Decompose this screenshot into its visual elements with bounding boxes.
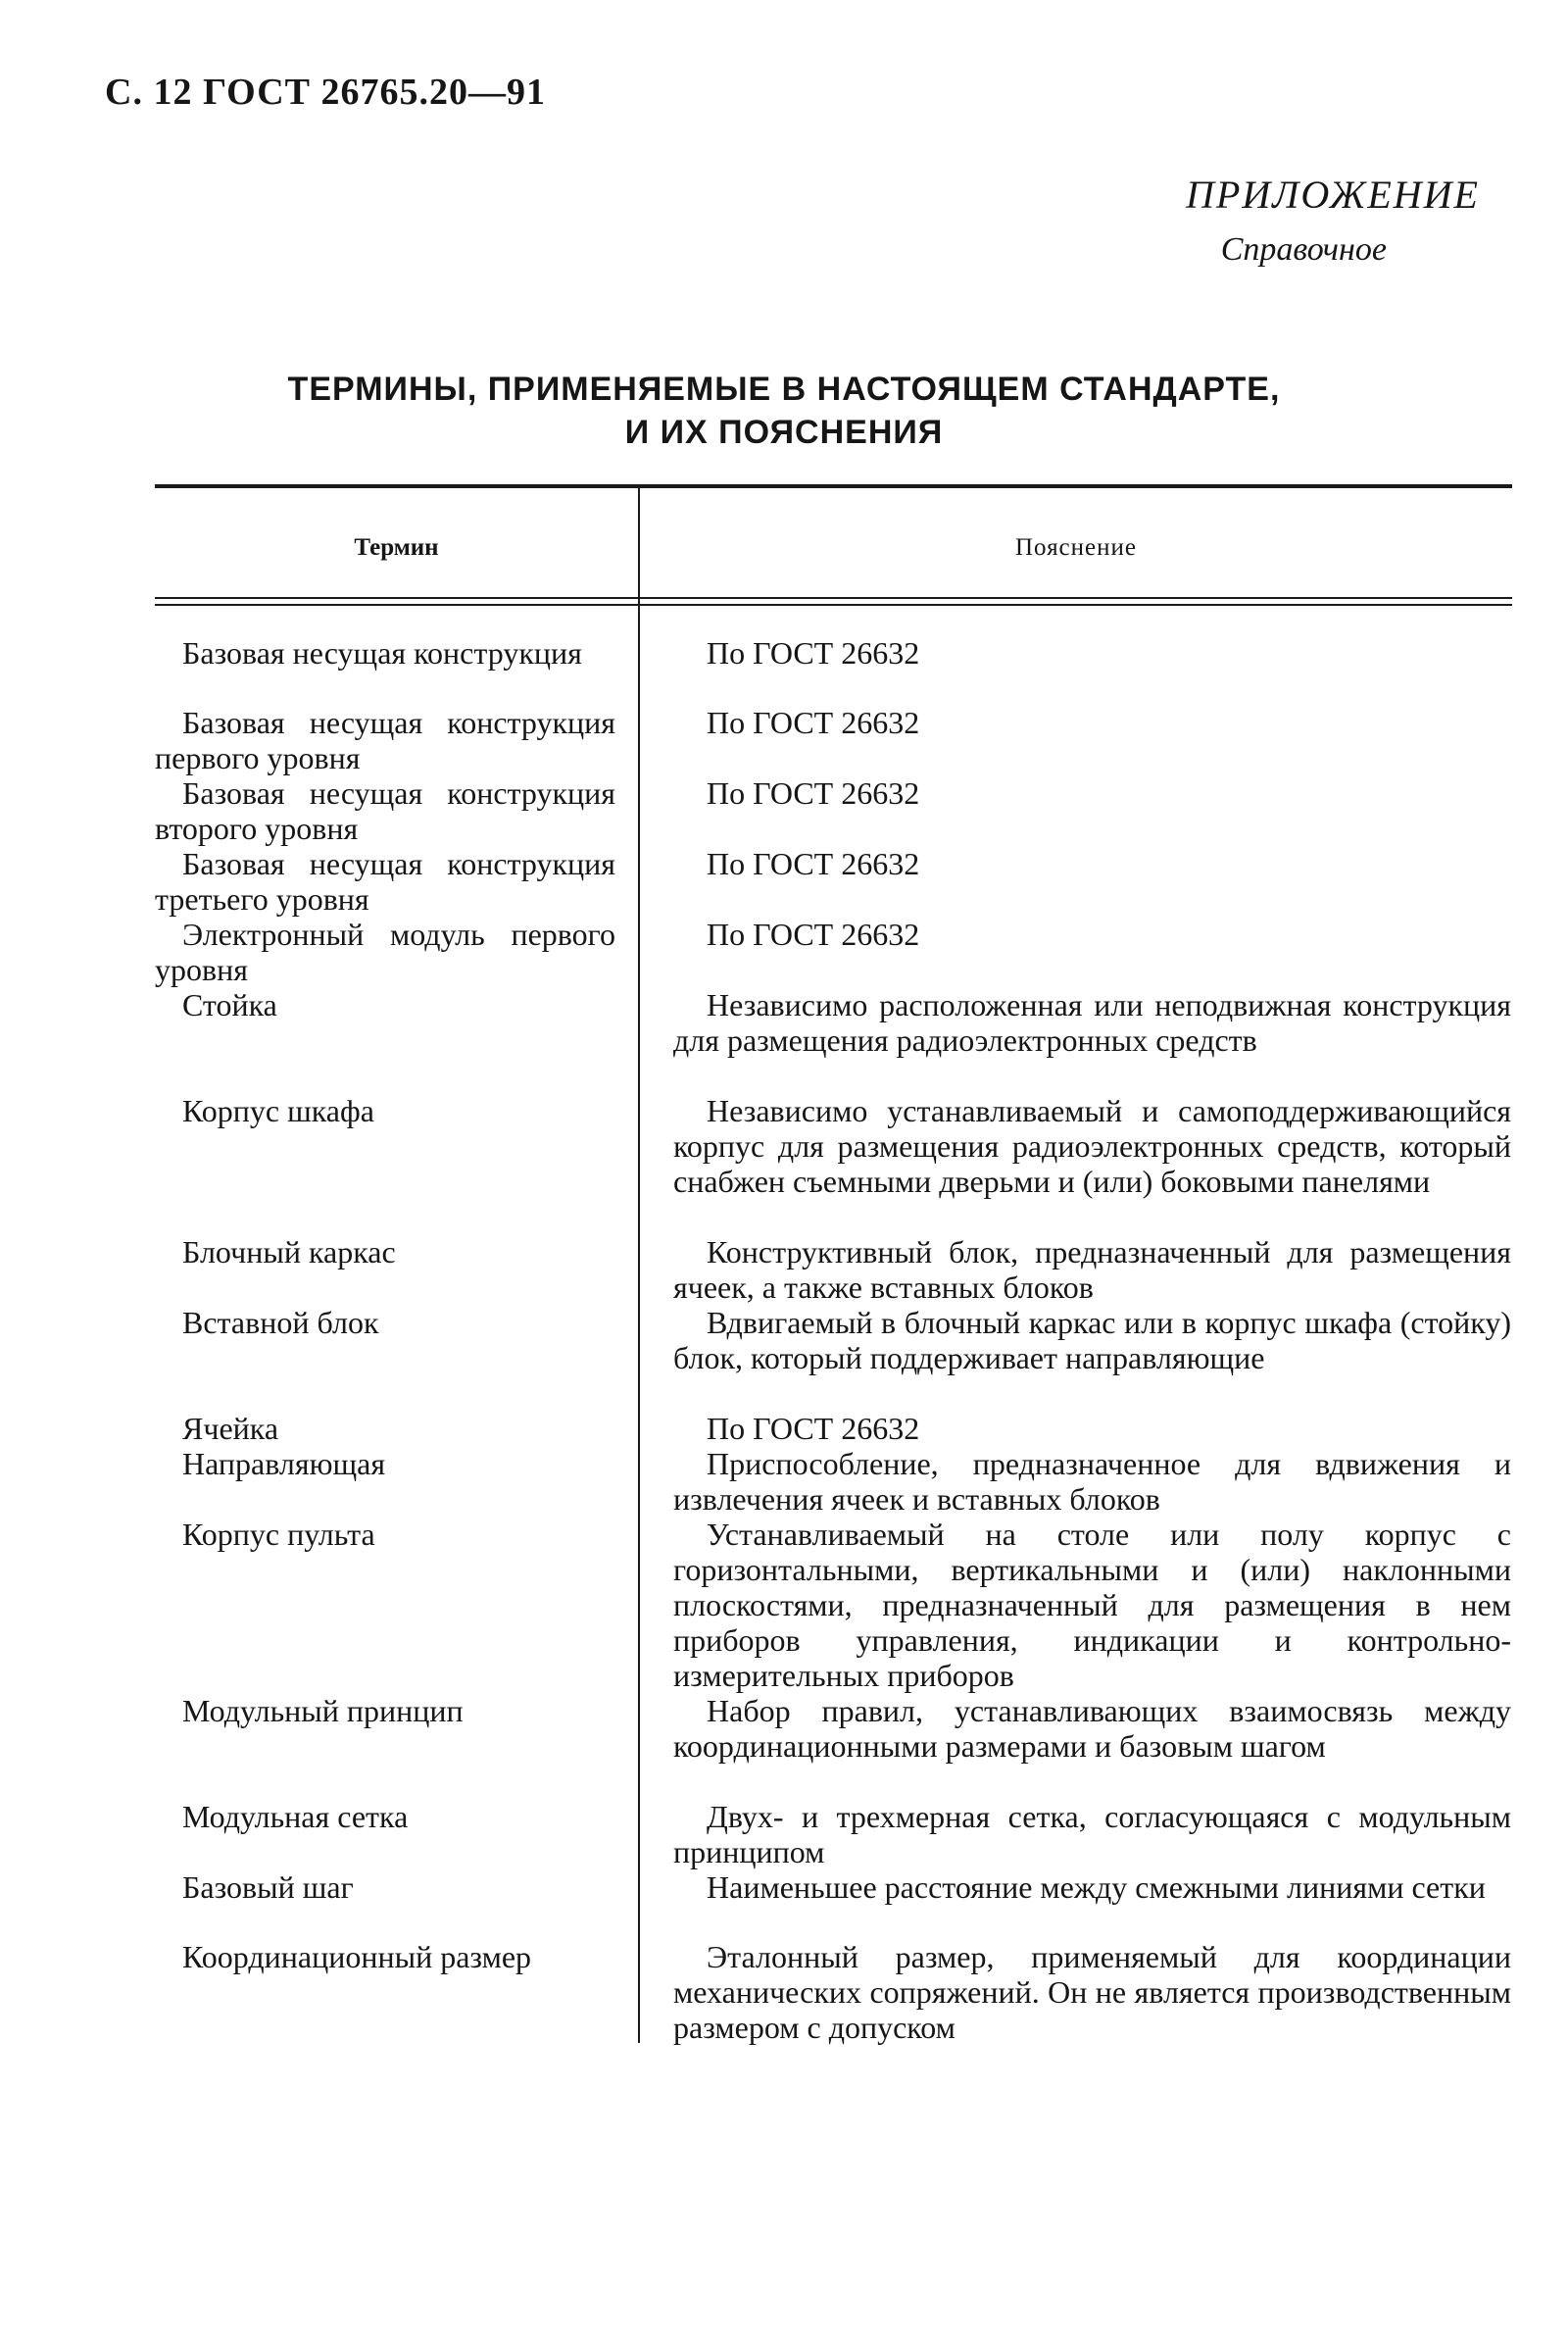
table-row <box>0 1411 1568 1446</box>
table-row <box>0 917 1568 987</box>
term-cell: Ячейка <box>182 1411 279 1446</box>
title-line-2: И ИХ ПОЯСНЕНИЯ <box>624 414 944 451</box>
explanation-cell: По ГОСТ 26632 <box>707 1411 920 1446</box>
table-row <box>0 1799 1568 1869</box>
explanation-cell: По ГОСТ 26632 <box>707 705 920 740</box>
term-cell: Базовая несущая конструкция второго уровня <box>155 775 615 846</box>
term-cell: Электронный модуль первого уровня <box>155 917 615 987</box>
explanation-cell: Независимо расположенная или неподвижная конструкция для размещения радиоэлектронных средств <box>673 987 1511 1058</box>
document-title <box>0 368 1568 454</box>
term-cell: Корпус пульта <box>182 1517 375 1552</box>
explanation-cell: Эталонный размер, применяемый для координации механических сопряжений. Он не является производственным размером с допуском <box>673 1939 1511 2045</box>
header-rule-2 <box>155 604 1512 606</box>
appendix-block <box>1186 172 1480 269</box>
table-row <box>0 1939 1568 2045</box>
explanation-cell: Конструктивный блок, предназначенный для размещения ячеек, а также вставных блоков <box>673 1234 1511 1305</box>
column-header-explanation: Пояснение <box>1014 534 1137 561</box>
page-header: С. 12 ГОСТ 26765.20—91 <box>105 72 546 113</box>
title-line-1: ТЕРМИНЫ, ПРИМЕНЯЕМЫЕ В НАСТОЯЩЕМ СТАНДАРТЕ, <box>287 371 1281 408</box>
explanation-cell: Набор правил, устанавливающих взаимосвязь между координационными размерами и базовым шагом <box>673 1693 1511 1764</box>
term-cell: Корпус шкафа <box>182 1093 374 1128</box>
term-cell: Базовая несущая конструкция третьего уровня <box>155 846 615 917</box>
table-row <box>0 1234 1568 1305</box>
explanation-cell: Наименьшее расстояние между смежными линиями сетки <box>707 1869 1486 1905</box>
explanation-cell: Устанавливаемый на столе или полу корпус с горизонтальными, вертикальными и (или) наклонными плоскостями, предназначенный для размещения в нем приборов управления, индикации и контрольно-измерительных приборов <box>673 1517 1511 1693</box>
table-row <box>0 1869 1568 1939</box>
term-cell: Базовая несущая конструкция первого уровня <box>155 705 615 775</box>
term-cell: Направляющая <box>182 1446 386 1481</box>
explanation-cell: По ГОСТ 26632 <box>707 775 920 811</box>
table-row <box>0 987 1568 1093</box>
table-row <box>0 846 1568 917</box>
term-cell: Стойка <box>182 987 277 1022</box>
header-rule-1 <box>155 597 1512 599</box>
explanation-cell: Вдвигаемый в блочный каркас или в корпус шкафа (стойку) блок, который поддерживает направляющие <box>673 1305 1511 1375</box>
table-body <box>0 635 1568 2045</box>
table-row <box>0 635 1568 705</box>
term-cell: Модульная сетка <box>182 1799 409 1834</box>
term-cell: Блочный каркас <box>182 1234 396 1270</box>
term-cell: Вставной блок <box>182 1305 379 1340</box>
table-row <box>0 775 1568 846</box>
term-cell: Модульный принцип <box>182 1693 464 1728</box>
explanation-cell: По ГОСТ 26632 <box>707 846 920 881</box>
appendix-label: ПРИЛОЖЕНИЕ <box>1186 173 1480 217</box>
explanation-cell: По ГОСТ 26632 <box>707 635 920 671</box>
explanation-cell: Независимо устанавливаемый и самоподдерживающийся корпус для размещения радиоэлектронных средств, который снабжен съемными дверьми и (или) боковыми панелями <box>673 1093 1511 1199</box>
column-header-term: Термин <box>354 534 439 561</box>
term-cell: Координационный размер <box>182 1939 532 1974</box>
explanation-cell: По ГОСТ 26632 <box>707 917 920 952</box>
explanation-cell: Приспособление, предназначенное для вдвижения и извлечения ячеек и вставных блоков <box>673 1446 1511 1517</box>
table-row <box>0 1093 1568 1234</box>
term-cell: Базовая несущая конструкция <box>182 635 582 671</box>
table-row <box>0 705 1568 775</box>
table-row <box>0 1446 1568 1517</box>
term-cell: Базовый шаг <box>182 1869 354 1905</box>
explanation-cell: Двух- и трехмерная сетка, согласующаяся с модульным принципом <box>673 1799 1511 1869</box>
appendix-type: Справочное <box>1220 231 1387 268</box>
table-row <box>0 1693 1568 1799</box>
table-row <box>0 1305 1568 1411</box>
table-row <box>0 1517 1568 1693</box>
table-top-rule <box>155 484 1512 488</box>
